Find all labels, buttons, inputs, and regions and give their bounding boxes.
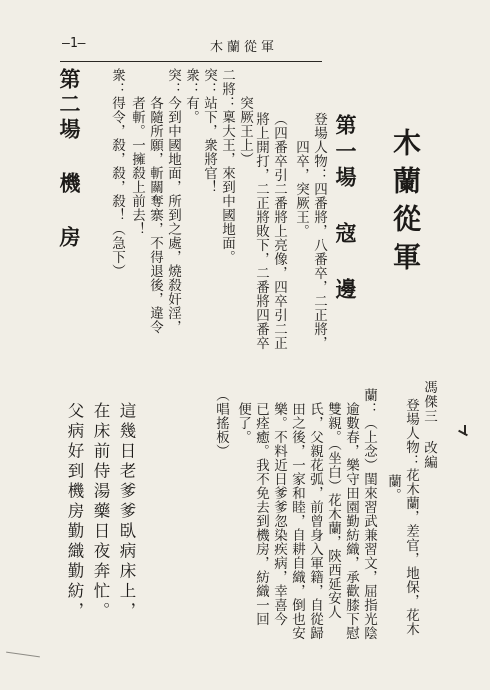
speech-line: 田之後，一家和睦，自耕自織，倒也安 — [289, 402, 305, 640]
aria-line: 這幾日老爹爹臥病床上， — [117, 402, 136, 622]
aria-line: 在床前侍湯藥日夜奔忙。 — [91, 402, 110, 622]
speech-line: 逾數春，樂守田園勤紡織，承歡膝下慰 — [343, 402, 359, 640]
speech-line: 已痊癒。我不免去到機房，紡織一回 — [253, 402, 269, 626]
cast-list-cont: 四卒，突厥王。 — [293, 140, 309, 238]
dialogue-line: 各隨所願，斬關奪寨，不得退後，違令 — [147, 96, 163, 334]
scan-mark — [6, 652, 40, 658]
dialogue-line: 突：今到中國地面，所到之處，燒殺奸淫， — [165, 68, 181, 334]
speech-line: 樂。不料近日爹爹忽染疾病，幸喜今 — [271, 402, 287, 626]
aria-line: 父病好到機房勤織勤紡， — [65, 402, 84, 622]
scan-mark — [464, 425, 466, 435]
scene-heading: 第一場 寇 邊 — [333, 114, 358, 304]
speech-line: 雙親。（坐白）花木蘭，陝西延安人 — [325, 402, 341, 620]
header-rule — [60, 61, 322, 62]
running-title: 木蘭從軍 — [210, 40, 279, 55]
stage-direction: （四番卒引二番將上亮像，四卒引二正 — [271, 112, 287, 350]
cast-list-scene-two: 登場人物：花木蘭，差官，地保，花木 — [403, 398, 419, 636]
dialogue-line: 二將：稟大王，來到中國地面。 — [219, 68, 235, 264]
dialogue-line: 衆：得令，殺，殺，殺！（急下） — [109, 68, 125, 278]
scan-mark — [458, 430, 468, 436]
dialogue-line: 者斬。一擁殺上前去！ — [129, 96, 145, 236]
dialogue-line: 突：站下，衆將官！ — [201, 68, 217, 194]
speech-line: 蘭：（上念）閨來習武兼習文，屈指光陰 — [361, 388, 377, 640]
speech-line: 氏，父親花弧，前曾身入軍籍，自從歸 — [307, 402, 323, 640]
cast-list: 登場人物：四番將，八番卒，二正將， — [311, 112, 327, 350]
next-scene-heading: 第二場 機 房 — [57, 68, 82, 251]
aria-label: （唱搖板） — [213, 388, 229, 458]
speech-line: 便了。 — [235, 402, 251, 444]
stage-direction: 將上開打，二正將敗下，二番將四番卒 — [253, 112, 269, 350]
adapter-credit: 馮傑三 改編 — [421, 380, 437, 470]
cast-list-scene-two-cont: 蘭。 — [385, 474, 401, 502]
play-title: 木蘭從軍 — [389, 128, 422, 280]
dialogue-line: 衆：有。 — [183, 68, 199, 124]
page-number: —1— — [62, 36, 86, 51]
stage-direction: 突厥王上） — [237, 96, 253, 166]
